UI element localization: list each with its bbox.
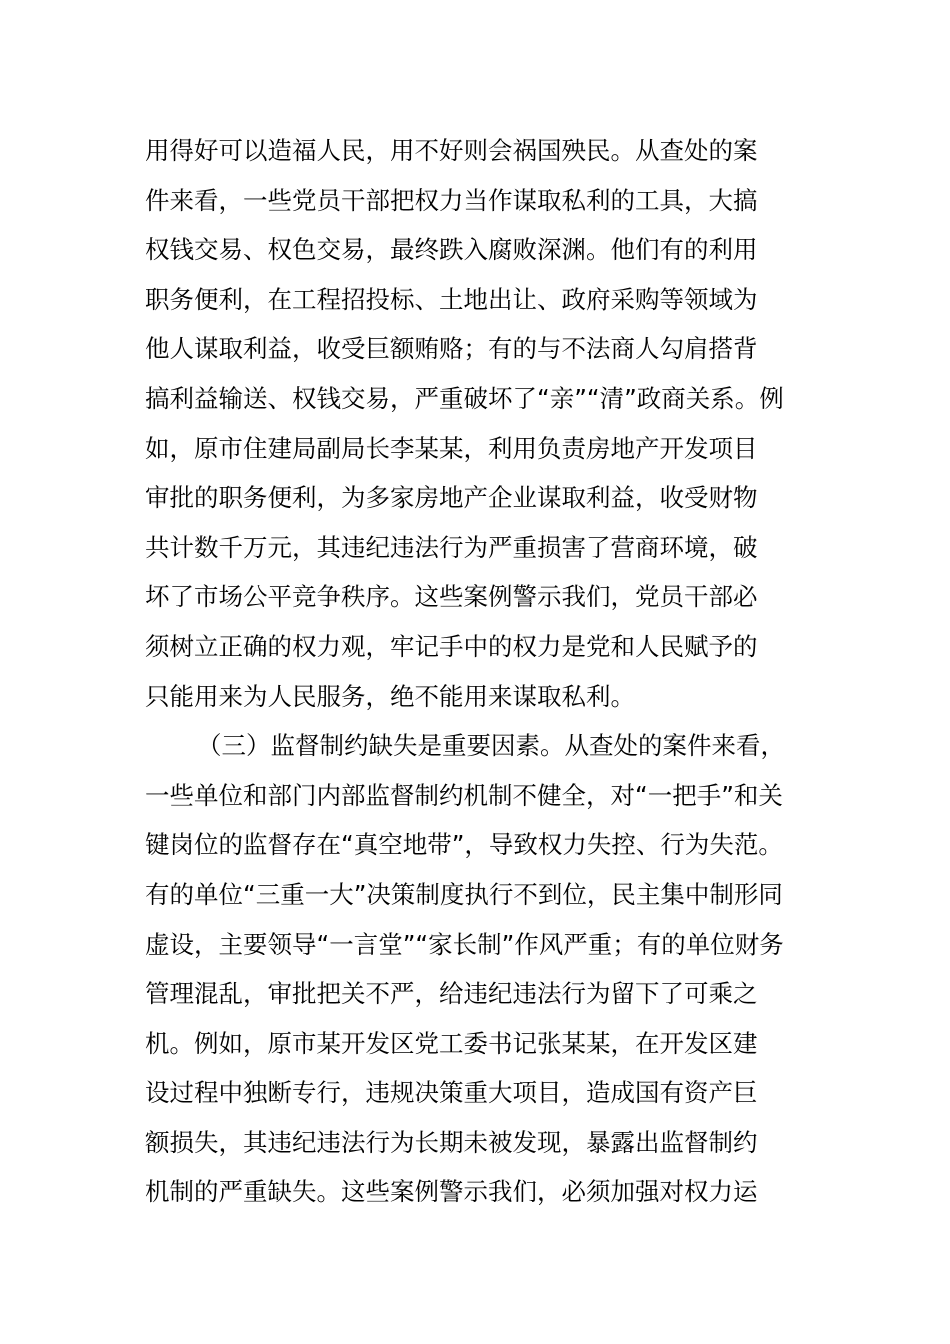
text-line: 机制的严重缺失。这些案例警示我们，必须加强对权力运 [145,1177,758,1207]
text-line: 一些单位和部门内部监督制约机制不健全，对“一把手”和关 [145,780,783,810]
text-line: 件来看，一些党员干部把权力当作谋取私利的工具，大搞 [145,185,758,215]
text-line: 权钱交易、权色交易，最终跌入腐败深渊。他们有的利用 [145,235,758,265]
text-line: 须树立正确的权力观，牢记手中的权力是党和人民赋予的 [145,631,758,661]
text-line: 设过程中独断专行，违规决策重大项目，造成国有资产巨 [145,1078,758,1108]
text-line: 他人谋取利益，收受巨额贿赂；有的与不法商人勾肩搭背 [145,334,758,364]
text-line: 管理混乱，审批把关不严，给违纪违法行为留下了可乘之 [145,979,758,1009]
text-line: 用得好可以造福人民，用不好则会祸国殃民。从查处的案 [145,136,758,165]
text-line: 虚设，主要领导“一言堂”“家长制”作风严重；有的单位财务 [145,929,784,959]
text-line: 键岗位的监督存在“真空地带”，导致权力失控、行为失范。 [145,830,783,860]
text-line: 审批的职务便利，为多家房地产企业谋取利益，收受财物 [145,483,758,513]
text-line: 机。例如，原市某开发区党工委书记张某某，在开发区建 [145,1028,758,1058]
body-text [145,126,835,1217]
text-line: 只能用来为人民服务，绝不能用来谋取私利。 [145,681,635,711]
text-line: 如，原市住建局副局长李某某，利用负责房地产开发项目 [145,433,758,463]
section-heading-line: （三）监督制约缺失是重要因素。从查处的案件来看， [197,731,785,761]
text-line: 有的单位“三重一大”决策制度执行不到位，民主集中制形同 [145,879,783,909]
text-line: 搞利益输送、权钱交易，严重破坏了“亲”“清”政商关系。例 [145,383,784,413]
text-line: 职务便利，在工程招投标、土地出让、政府采购等领域为 [145,284,758,314]
text-line: 额损失，其违纪违法行为长期未被发现，暴露出监督制约 [145,1127,758,1157]
text-line: 共计数千万元，其违纪违法行为严重损害了营商环境，破 [145,532,758,562]
text-line: 坏了市场公平竞争秩序。这些案例警示我们，党员干部必 [145,582,758,612]
